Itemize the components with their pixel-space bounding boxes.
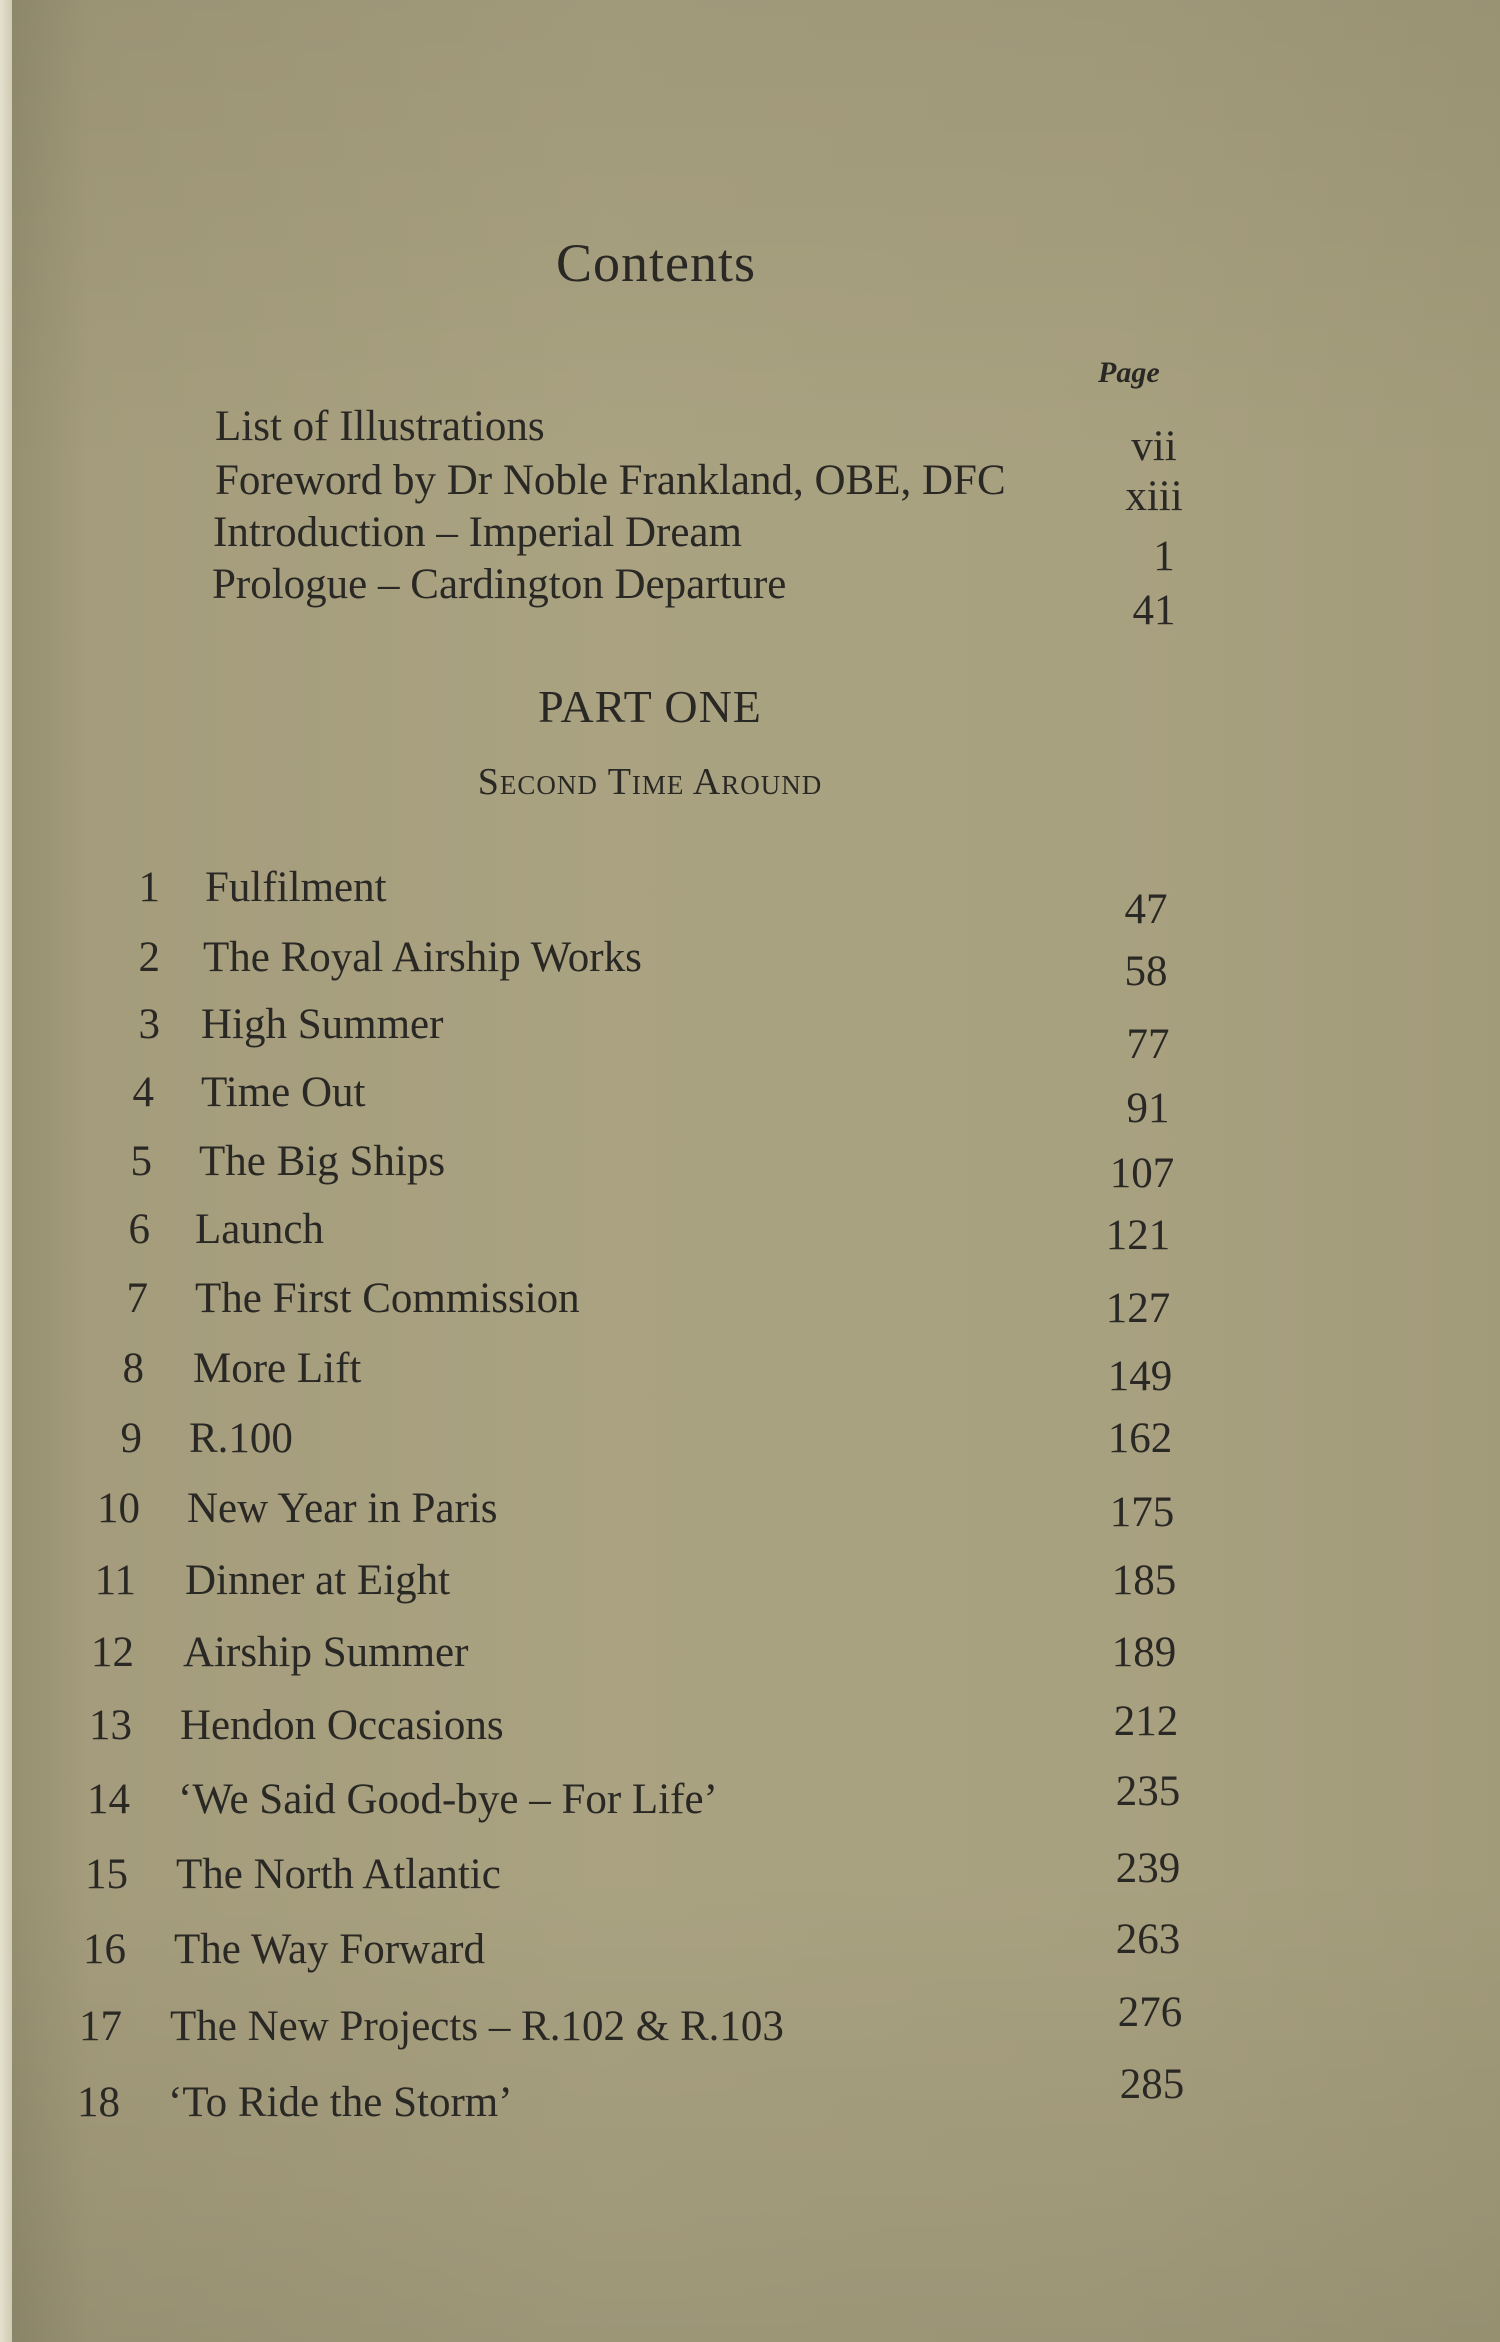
chapter-title: R.100 xyxy=(189,1415,293,1462)
chapter-page: 185 xyxy=(1111,1557,1177,1604)
chapter-number: 4 xyxy=(132,1069,154,1116)
chapter-title: ‘To Ride the Storm’ xyxy=(168,2079,513,2126)
chapter-row xyxy=(0,1916,1500,1985)
chapter-number: 6 xyxy=(128,1206,150,1253)
chapter-title: Launch xyxy=(195,1206,324,1253)
chapter-title: Time Out xyxy=(201,1069,366,1116)
chapter-title: New Year in Paris xyxy=(187,1485,498,1532)
chapter-title: The New Projects – R.102 & R.103 xyxy=(170,2003,784,2050)
chapter-number: 9 xyxy=(120,1415,142,1462)
chapter-page: 107 xyxy=(1109,1150,1175,1197)
chapter-row xyxy=(0,1137,1500,1197)
chapter-number: 17 xyxy=(79,2003,122,2050)
chapter-row xyxy=(0,1845,1500,1910)
chapter-page: 91 xyxy=(1126,1085,1170,1132)
chapter-row xyxy=(0,1414,1500,1474)
page-column-label: Page xyxy=(1098,356,1160,389)
chapter-page: 276 xyxy=(1117,1989,1183,2036)
chapter-page: 285 xyxy=(1119,2061,1185,2108)
chapter-row xyxy=(0,1698,1500,1761)
chapter-number: 8 xyxy=(122,1345,144,1392)
chapter-page: 235 xyxy=(1115,1768,1181,1815)
chapter-row xyxy=(0,1484,1500,1544)
chapter-number: 13 xyxy=(89,1702,132,1749)
chapter-row xyxy=(0,1000,1500,1068)
chapter-title: Dinner at Eight xyxy=(185,1557,451,1604)
toc-entry-label: Foreword by Dr Noble Frankland, OBE, DFC xyxy=(215,457,1006,504)
chapter-title: More Lift xyxy=(193,1345,362,1392)
chapter-number: 18 xyxy=(77,2079,120,2126)
chapter-number: 10 xyxy=(97,1485,140,1532)
chapter-page: 239 xyxy=(1115,1845,1181,1892)
chapter-page: 149 xyxy=(1107,1353,1173,1400)
page-title: Contents xyxy=(555,233,756,293)
part-subtitle: Second Time Around xyxy=(477,761,823,803)
toc-entry xyxy=(0,456,1500,520)
chapter-row xyxy=(0,1628,1500,1688)
chapter-row xyxy=(0,1989,1500,2062)
chapter-title: High Summer xyxy=(201,1001,444,1048)
toc-entry-page: 1 xyxy=(1153,533,1175,580)
chapter-page: 127 xyxy=(1105,1285,1171,1332)
chapter-title: Fulfilment xyxy=(205,864,387,911)
chapter-title: ‘We Said Good-bye – For Life’ xyxy=(178,1776,718,1823)
chapter-row xyxy=(0,1556,1500,1616)
chapter-row xyxy=(0,1068,1500,1132)
chapter-page: 47 xyxy=(1124,886,1168,933)
chapter-title: The North Atlantic xyxy=(176,1851,501,1898)
chapter-row xyxy=(0,1768,1500,1835)
chapter-number: 5 xyxy=(130,1138,152,1185)
chapter-number: 16 xyxy=(83,1926,126,1973)
part-heading: PART ONE xyxy=(538,681,762,732)
chapter-row xyxy=(0,933,1500,993)
chapter-number: 11 xyxy=(94,1557,136,1604)
chapter-page: 162 xyxy=(1107,1415,1173,1462)
toc-entry xyxy=(0,508,1500,580)
chapter-number: 12 xyxy=(91,1629,134,1676)
chapter-row xyxy=(0,1344,1500,1404)
toc-entry-label: List of Illustrations xyxy=(215,403,545,450)
chapter-number: 3 xyxy=(138,1001,160,1048)
toc-entry-label: Prologue – Cardington Departure xyxy=(212,561,787,608)
chapter-row xyxy=(0,2061,1500,2138)
chapter-row xyxy=(0,1205,1500,1265)
toc-entry-label: Introduction – Imperial Dream xyxy=(213,509,742,556)
chapter-title: Hendon Occasions xyxy=(180,1702,504,1749)
chapter-title: Airship Summer xyxy=(183,1629,469,1676)
toc-entry xyxy=(0,402,1500,470)
chapter-page: 175 xyxy=(1109,1489,1175,1536)
chapter-title: The First Commission xyxy=(195,1275,580,1322)
chapter-row xyxy=(0,863,1500,933)
chapter-page: 212 xyxy=(1113,1698,1179,1745)
toc-entry-page: vii xyxy=(1131,423,1177,470)
chapter-page: 121 xyxy=(1105,1212,1171,1259)
chapter-title: The Way Forward xyxy=(174,1926,485,1973)
toc-entry-page: xiii xyxy=(1125,473,1183,520)
toc-entry-page: 41 xyxy=(1132,587,1176,634)
chapter-number: 15 xyxy=(85,1851,128,1898)
chapter-row xyxy=(0,1274,1500,1334)
chapter-number: 7 xyxy=(126,1275,148,1322)
toc-entry xyxy=(0,560,1500,634)
chapter-number: 2 xyxy=(138,934,160,981)
chapter-number: 14 xyxy=(87,1776,130,1823)
chapter-title: The Royal Airship Works xyxy=(203,934,642,981)
chapter-page: 58 xyxy=(1124,948,1168,995)
chapter-page: 189 xyxy=(1111,1629,1177,1676)
chapter-title: The Big Ships xyxy=(199,1138,446,1185)
chapter-page: 263 xyxy=(1115,1916,1181,1963)
chapter-number: 1 xyxy=(138,864,160,911)
chapter-page: 77 xyxy=(1126,1021,1170,1068)
